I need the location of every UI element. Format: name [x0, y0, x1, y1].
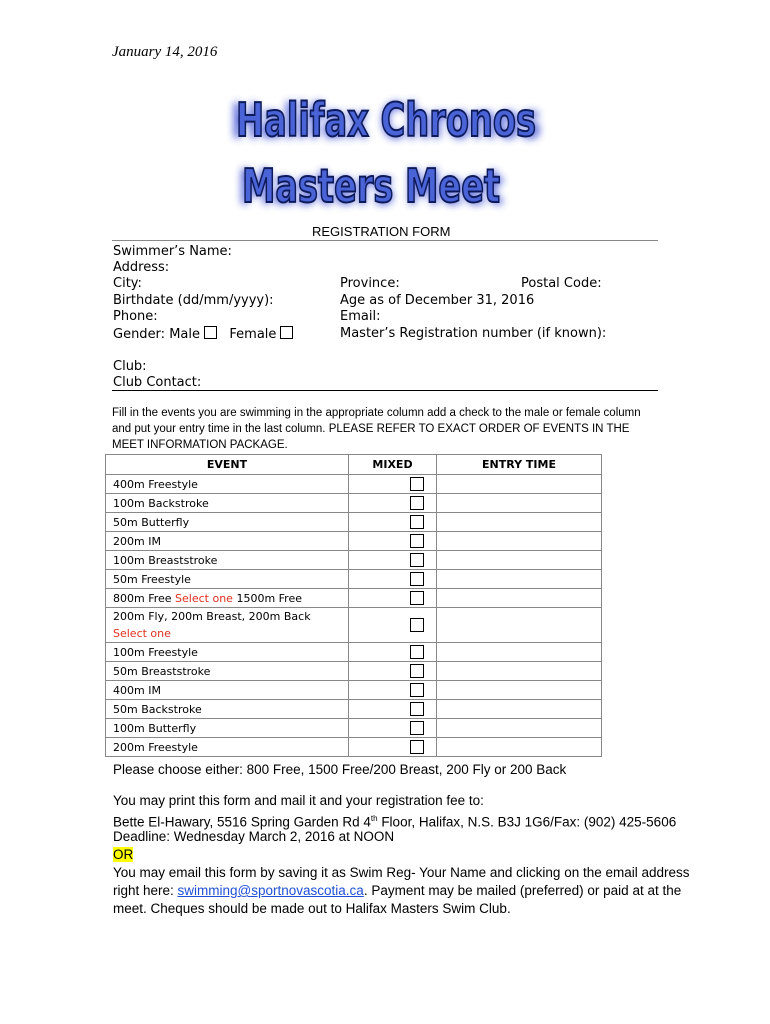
logo-line-2: Masters Meet — [242, 159, 500, 213]
mixed-checkbox[interactable] — [410, 618, 424, 632]
mixed-checkbox[interactable] — [410, 683, 424, 697]
form-title: REGISTRATION FORM — [312, 224, 451, 239]
entry-time-cell[interactable] — [437, 570, 602, 589]
table-row — [106, 738, 602, 757]
event-name: 400m IM — [106, 681, 349, 700]
masters-reg-label: Master’s Registration number (if known): — [340, 326, 607, 341]
mixed-checkbox[interactable] — [410, 534, 424, 548]
mixed-checkbox[interactable] — [410, 740, 424, 754]
events-table — [105, 454, 602, 757]
select-one-note: Select one — [175, 591, 233, 605]
mixed-checkbox[interactable] — [410, 645, 424, 659]
event-name: 100m Backstroke — [106, 494, 349, 513]
gender-row — [113, 326, 293, 343]
event-name: 200m Freestyle — [106, 738, 349, 757]
event-option-a: 800m Free — [113, 591, 176, 605]
event-name: 400m Freestyle — [106, 475, 349, 494]
event-name: 100m Butterfly — [106, 719, 349, 738]
entry-time-cell[interactable] — [437, 738, 602, 757]
table-row — [106, 608, 602, 643]
event-name — [106, 589, 349, 608]
or-label: OR — [113, 847, 134, 862]
entry-time-cell[interactable] — [437, 494, 602, 513]
event-options: 200m Fly, 200m Breast, 200m Back — [113, 610, 311, 623]
table-row — [106, 551, 602, 570]
document-date: January 14, 2016 — [112, 44, 218, 60]
mixed-checkbox[interactable] — [410, 515, 424, 529]
female-label: Female — [229, 327, 277, 342]
divider — [112, 390, 658, 391]
entry-time-cell[interactable] — [437, 532, 602, 551]
event-name: 50m Breaststroke — [106, 662, 349, 681]
postal-code-label: Postal Code: — [521, 276, 602, 291]
table-row — [106, 532, 602, 551]
entry-time-cell[interactable] — [437, 589, 602, 608]
entry-time-cell[interactable] — [437, 608, 602, 643]
event-name: 50m Butterfly — [106, 513, 349, 532]
email-suffix: . Payment may be mailed (preferred) or paid at at the — [363, 883, 682, 898]
logo-line-1: Halifax Chronos — [236, 93, 536, 147]
divider — [112, 240, 658, 241]
entry-time-cell[interactable] — [437, 662, 602, 681]
city-label: City: — [113, 276, 142, 291]
logo-glow-2: Masters Meet — [238, 160, 504, 216]
phone-label: Phone: — [113, 309, 158, 324]
table-row — [106, 700, 602, 719]
entry-time-header: ENTRY TIME — [437, 455, 602, 475]
event-name — [106, 608, 349, 643]
mixed-checkbox[interactable] — [410, 553, 424, 567]
mail-instruction: You may print this form and mail it and your registration fee to: — [113, 793, 484, 808]
email-label: Email: — [340, 309, 381, 324]
address-label: Address: — [113, 260, 170, 275]
table-row — [106, 570, 602, 589]
select-one-note: Select one — [113, 627, 171, 640]
email-link[interactable]: swimming@sportnovascotia.ca — [177, 883, 364, 898]
address-part-b: Floor, Halifax, N.S. B3J 1G6/Fax: (902) 425-5606 — [377, 814, 677, 830]
club-label: Club: — [113, 359, 147, 374]
entry-time-cell[interactable] — [437, 475, 602, 494]
entry-time-cell[interactable] — [437, 681, 602, 700]
entry-time-cell[interactable] — [437, 700, 602, 719]
event-name: 100m Freestyle — [106, 643, 349, 662]
choose-note: Please choose either: 800 Free, 1500 Free/200 Breast, 200 Fly or 200 Back — [113, 762, 567, 777]
event-name: 200m IM — [106, 532, 349, 551]
address-sup: th — [370, 814, 378, 823]
birthdate-label: Birthdate (dd/mm/yyyy): — [113, 293, 274, 308]
mixed-checkbox[interactable] — [410, 702, 424, 716]
table-header-row — [106, 455, 602, 475]
deadline: Deadline: Wednesday March 2, 2016 at NOON — [113, 829, 395, 844]
event-name: 50m Freestyle — [106, 570, 349, 589]
email-instruction-1: You may email this form by saving it as Swim Reg- Your Name and clicking on the email address — [113, 865, 690, 880]
female-checkbox[interactable] — [280, 326, 293, 339]
table-row — [106, 513, 602, 532]
club-contact-label: Club Contact: — [113, 375, 202, 390]
mixed-checkbox[interactable] — [410, 664, 424, 678]
mixed-checkbox[interactable] — [410, 477, 424, 491]
event-name: 50m Backstroke — [106, 700, 349, 719]
mixed-header: MIXED — [349, 455, 437, 475]
event-header: EVENT — [106, 455, 349, 475]
email-instruction-2 — [113, 882, 681, 900]
age-label: Age as of December 31, 2016 — [340, 293, 535, 308]
event-option-b: 1500m Free — [232, 591, 302, 605]
event-name: 100m Breaststroke — [106, 551, 349, 570]
meet-logo — [226, 86, 546, 216]
table-row — [106, 643, 602, 662]
instructions: Fill in the events you are swimming in the appropriate column add a check to the male or female column and put your entry time in the last column. PLEASE REFER TO EXACT ORDER OF EVENTS IN THE MEET INFORMATION PACKAGE. — [112, 407, 641, 451]
email-prefix: right here: — [113, 883, 178, 898]
entry-time-cell[interactable] — [437, 719, 602, 738]
address-part-a: Bette El-Hawary, 5516 Spring Garden Rd 4 — [113, 814, 371, 830]
logo-glow-1: Halifax Chronos — [231, 94, 541, 150]
mixed-checkbox[interactable] — [410, 496, 424, 510]
table-row — [106, 589, 602, 608]
province-label: Province: — [340, 276, 400, 291]
mixed-checkbox[interactable] — [410, 721, 424, 735]
cheque-note: meet. Cheques should be made out to Halifax Masters Swim Club. — [113, 901, 511, 916]
table-row — [106, 475, 602, 494]
table-row — [106, 719, 602, 738]
gender-label: Gender: Male — [113, 327, 200, 342]
swimmer-name-label: Swimmer’s Name: — [113, 244, 232, 259]
entry-time-cell[interactable] — [437, 551, 602, 570]
table-row — [106, 681, 602, 700]
mixed-checkbox[interactable] — [410, 572, 424, 586]
table-row — [106, 662, 602, 681]
entry-time-cell[interactable] — [437, 643, 602, 662]
mixed-checkbox[interactable] — [410, 591, 424, 605]
male-checkbox[interactable] — [204, 326, 217, 339]
entry-time-cell[interactable] — [437, 513, 602, 532]
table-row — [106, 494, 602, 513]
